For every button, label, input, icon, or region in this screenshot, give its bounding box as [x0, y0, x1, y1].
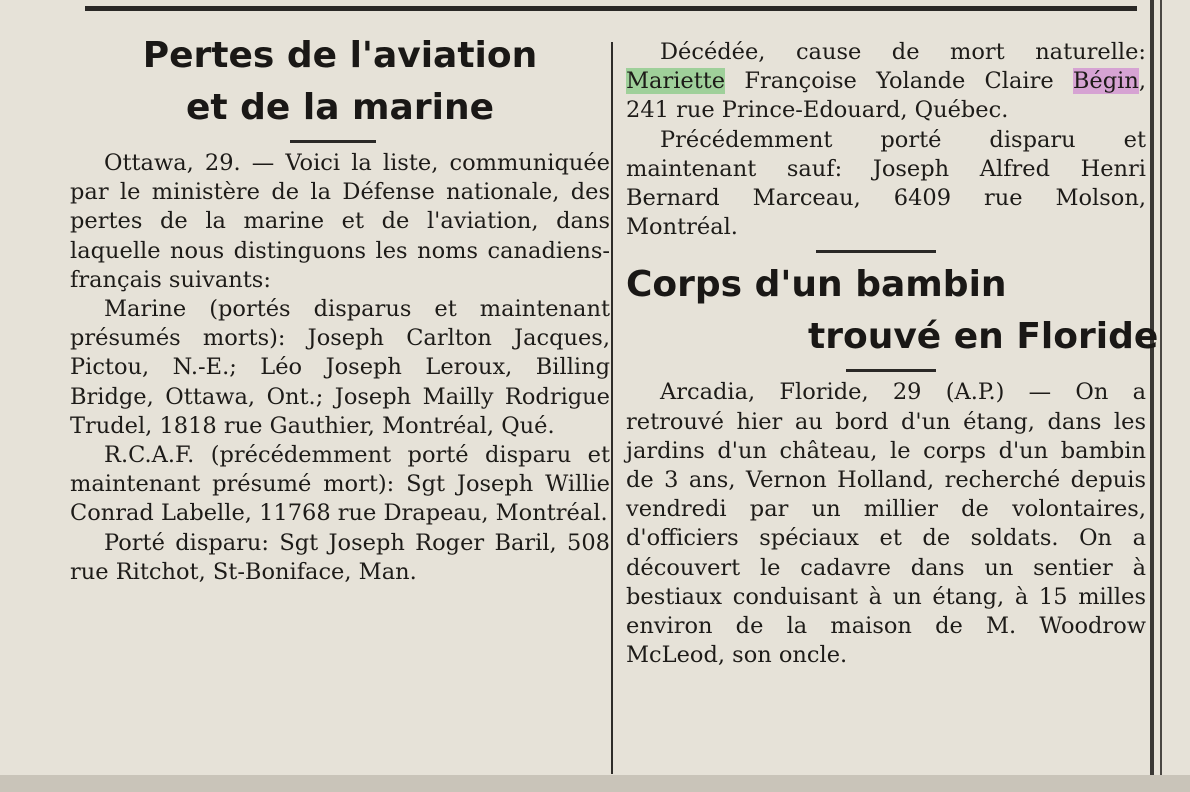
headline-separator [290, 140, 376, 143]
safe-paragraph: Précédemment porté disparu et maintenant sauf: Joseph Alfred Henri Bernard Marceau, 6409 rue Molson, Montréal. [626, 126, 1146, 241]
left-article [70, 30, 610, 587]
page-bottom-edge [0, 775, 1190, 792]
deceased-paragraph [626, 38, 1146, 126]
deceased-address: , 241 rue Prince-Edouard, Québec. [626, 68, 1146, 124]
right-border-rule [1150, 0, 1154, 792]
column-divider [611, 42, 613, 774]
left-paragraph-missing: Porté disparu: Sgt Joseph Roger Baril, 508 rue Ritchot, St-Boniface, Man. [70, 529, 610, 585]
right-border-rule-inner [1160, 0, 1162, 792]
right-headline-line1: Corps d'un bambin [626, 264, 1007, 306]
left-headline [70, 30, 610, 134]
highlighted-first-name: Mariette [626, 68, 726, 95]
deceased-middle-names: Françoise Yolande Claire [725, 68, 1073, 95]
right-article-body: Arcadia, Floride, 29 (A.P.) — On a retrouvé hier au bord d'un étang, dans les jardins d'un château, le corps d'un bambin de 3 ans, Vernon Holland, recherché depuis vendredi par un millier de volontaires, d'officiers spéciaux et de soldats. On a découvert le cadavre dans un sentier à bestiaux conduisant à un étang, à 15 milles environ de la maison de M. Woodrow McLeod, son oncle. [626, 379, 1146, 669]
right-headline-separator [846, 369, 936, 372]
left-headline-line1: Pertes de l'aviation [142, 35, 538, 76]
article-separator [816, 250, 936, 253]
right-headline [626, 259, 1159, 363]
left-headline-line2: et de la marine [186, 87, 494, 128]
right-headline-line2: trouvé en Floride [808, 316, 1159, 358]
left-paragraph-intro: Ottawa, 29. — Voici la liste, communiquée par le ministère de la Défense nationale, des pertes de la marine et de l'aviation, dans laquelle nous distinguons les noms canadiens-français suivants: [70, 150, 610, 293]
right-column [626, 38, 1159, 670]
deceased-intro: Décédée, cause de mort naturelle: [660, 39, 1146, 65]
left-paragraph-marine: Marine (portés disparus et maintenant présumés morts): Joseph Carlton Jacques, Pictou, N.-E.; Léo Joseph Leroux, Billing Bridge, Ottawa, Ont.; Joseph Mailly Rodrigue Trudel, 1818 rue Gauthier, Montréal, Qué. [70, 296, 610, 439]
left-paragraph-rcaf: R.C.A.F. (précédemment porté disparu et maintenant présumé mort): Sgt Joseph Willie Conrad Labelle, 11768 rue Drapeau, Montréal. [70, 442, 610, 527]
highlighted-surname: Bégin [1072, 68, 1139, 95]
top-border-rule [85, 6, 1137, 11]
